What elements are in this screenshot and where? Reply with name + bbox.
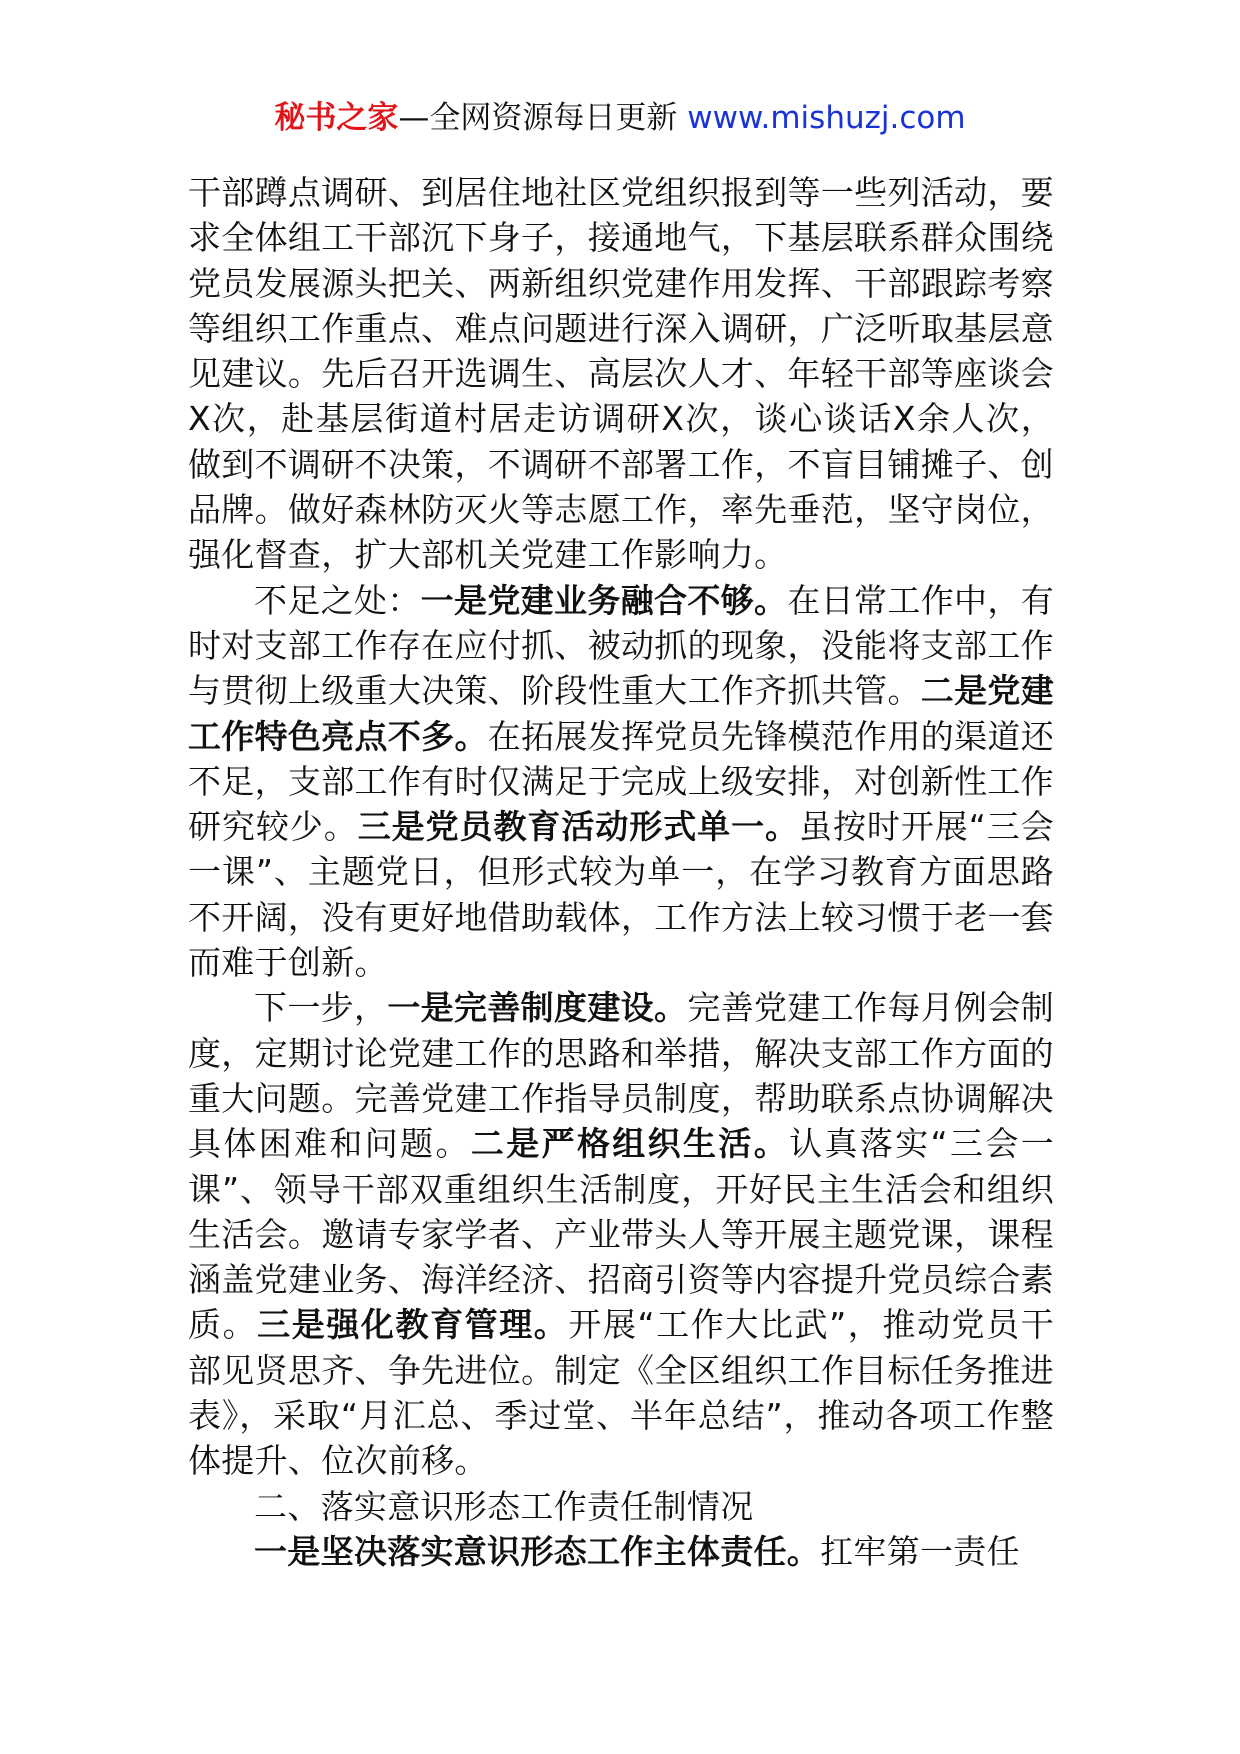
shortcoming-1-heading: 一是党建业务融合不够。 [420,580,788,620]
paragraph-next-steps [188,985,1054,1483]
shortcoming-2-heading: 二是党建工作特色亮点不多。 [188,671,1054,756]
next-steps-lead: 下一步， [254,988,388,1028]
header-url-link[interactable]: www.mishuzj.com [687,100,966,136]
shortcoming-2-text: 在拓展发挥党员先锋模范作用的渠道还不足，支部工作有时仅满足于完成上级安排，对创新性工作研究较少。 [188,716,1055,847]
header-brand: 秘书之家 [274,100,399,136]
next-step-3-heading: 三是强化教育管理。 [257,1305,569,1345]
paragraph-activities: 干部蹲点调研、到居住地社区党组织报到等一些列活动，要求全体组工干部沉下身子，接通地气，下基层联系群众围绕党员发展源头把关、两新组织党建作用发挥、干部跟踪考察等组织工作重点、难点问题进行深入调研，广泛听取基层意见建议。先后召开选调生、高层次人才、年轻干部等座谈会X次，赴基层街道村居走访调研X次，谈心谈话X余人次，做到不调研不决策，不调研不部署工作，不盲目铺摊子、创品牌。做好森林防灭火等志愿工作，率先垂范，坚守岗位，强化督查，扩大部机关党建工作影响力。 [188,173,1054,575]
shortcoming-1-text: 在日常工作中，有时对支部工作存在应付抓、被动抓的现象，没能将支部工作与贯彻上级重大决策、阶段性重大工作齐抓共管。 [188,580,1054,711]
section-heading-ideology: 二、落实意识形态工作责任制情况 [254,1486,754,1526]
paragraph-ideology-responsibility [188,1529,1054,1574]
ideology-1-heading: 一是坚决落实意识形态工作主体责任。 [254,1531,821,1571]
ideology-1-text: 扛牢第一责任 [820,1531,1020,1571]
next-step-2-text: 认真落实“三会一课”、领导干部双重组织生活制度，开好民主生活会和组织生活会。邀请专家学者、产业带头人等开展主题党课，课程涵盖党建业务、海洋经济、招商引资等内容提升党员综合素质。 [188,1124,1055,1345]
header-tagline: —全网资源每日更新 [398,100,678,136]
next-step-1-text: 完善党建工作每月例会制度，定期讨论党建工作的思路和举措，解决支部工作方面的重大问题。完善党建工作指导员制度，帮助联系点协调解决具体困难和问题。 [188,988,1054,1164]
next-step-1-heading: 一是完善制度建设。 [387,988,688,1028]
document-body [188,170,1054,1574]
next-step-2-heading: 二是严格组织生活。 [470,1124,790,1164]
shortcoming-3-text: 虽按时开展“三会一课”、主题党日，但形式较为单一，在学习教育方面思路不开阔，没有更好地借助载体，工作方法上较习惯于老一套而难于创新。 [188,807,1055,983]
shortcomings-lead: 不足之处： [254,580,421,620]
next-step-3-text: 开展“工作大比武”，推动党员干部见贤思齐、争先进位。制定《全区组织工作目标任务推进表》，采取“月汇总、季过堂、半年总结”，推动各项工作整体提升、位次前移。 [188,1305,1054,1481]
paragraph-shortcomings [188,578,1054,986]
shortcoming-3-heading: 三是党员教育活动形式单一。 [357,807,799,847]
page-header [0,98,1240,138]
